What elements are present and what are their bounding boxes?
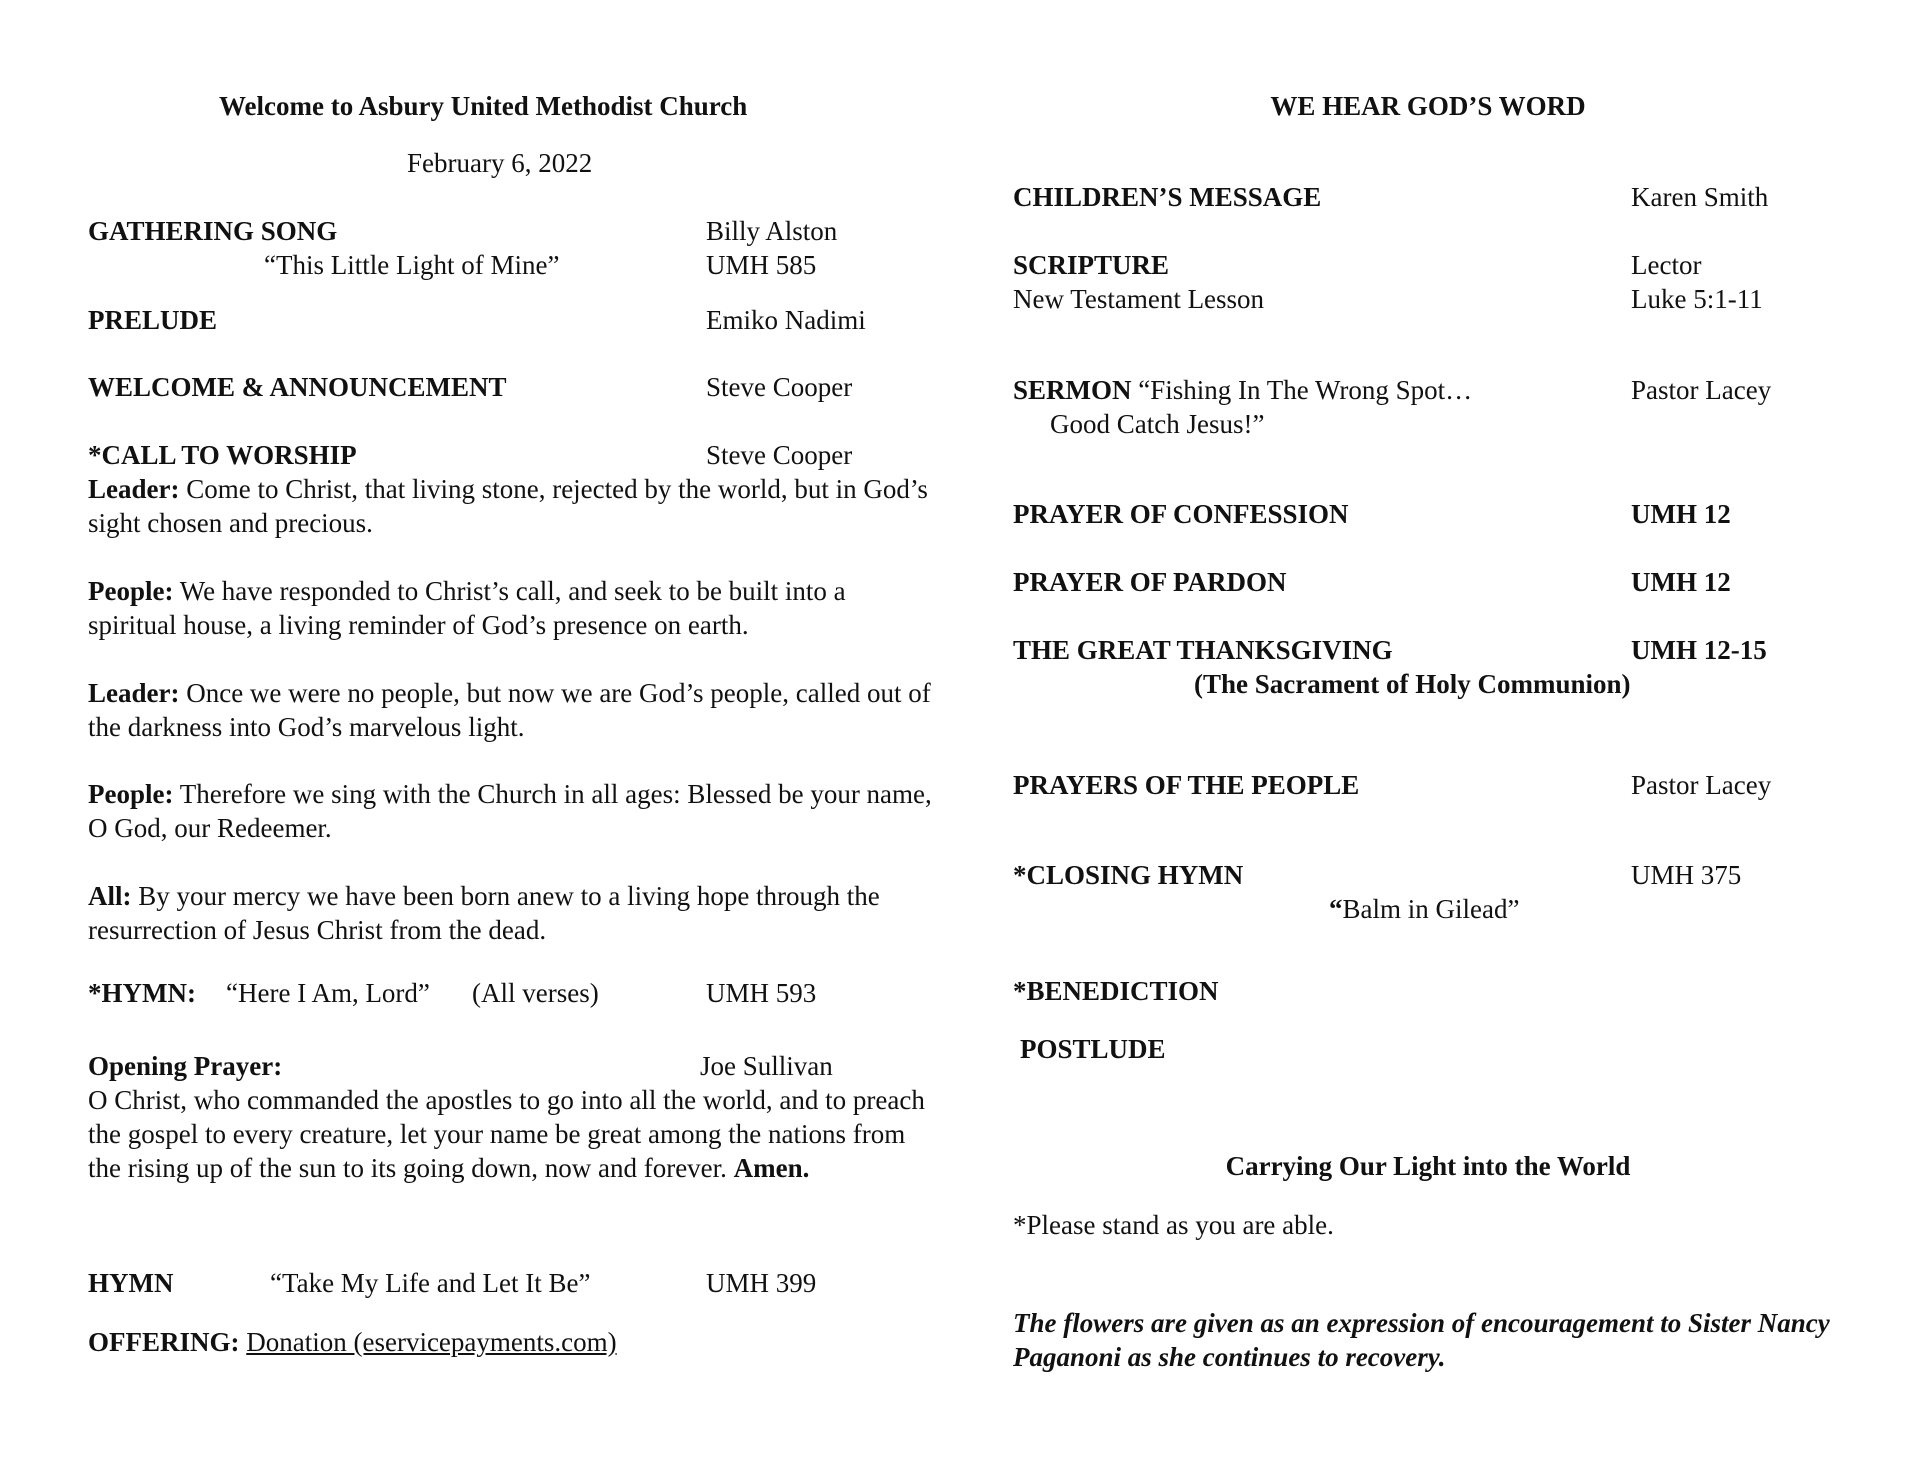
gathering-song-label: GATHERING SONG (88, 216, 338, 246)
hymn1-label: *HYMN: (88, 978, 196, 1008)
offering-line (88, 1325, 617, 1359)
opening-prayer-body: O Christ, who commanded the apostles to go into all the world, and to preach the gospel to every creature, let your name be great among the nations from the rising up of the sun to its going down, now and forever. (88, 1085, 925, 1183)
closing-open-quote: “ (1329, 894, 1343, 924)
section-title: WE HEAR GOD’S WORD (1270, 91, 1586, 121)
opening-prayer-label: Opening Prayer: (88, 1051, 283, 1081)
litany-text: Once we were no people, but now we are God’s people, called out of the darkness into God’s marvelous light. (88, 678, 931, 742)
scripture-label: SCRIPTURE (1013, 250, 1170, 280)
sermon-label: SERMON (1013, 375, 1132, 405)
offering-label: OFFERING: (88, 1327, 240, 1357)
donation-link[interactable]: Donation (eservicepayments.com) (246, 1327, 617, 1357)
litany-speaker: All: (88, 881, 132, 911)
opening-prayer-leader: Joe Sullivan (700, 1051, 833, 1081)
childrens-message-leader: Karen Smith (1631, 182, 1769, 212)
closing-hymn-number: UMH 375 (1631, 860, 1742, 890)
thanksgiving-number: UMH 12-15 (1631, 635, 1767, 665)
litany-text: We have responded to Christ’s call, and seek to be built into a spiritual house, a living reminder of God’s presence on earth. (88, 576, 846, 640)
prelude-leader: Emiko Nadimi (706, 305, 866, 335)
sermon-line (1013, 373, 1472, 407)
hymn2-title: “Take My Life and Let It Be” (270, 1268, 591, 1298)
opening-prayer-text (88, 1083, 938, 1185)
hymn1-title: “Here I Am, Lord” (226, 978, 430, 1008)
prelude-label: PRELUDE (88, 305, 218, 335)
flowers-note: The flowers are given as an expression of encouragement to Sister Nancy Paganoni as she continues to recovery. (1013, 1308, 1830, 1372)
gathering-song-number: UMH 585 (706, 250, 817, 280)
litany-text: Come to Christ, that living stone, rejected by the world, but in God’s sight chosen and precious. (88, 474, 928, 538)
scripture-reference: Luke 5:1-11 (1631, 284, 1763, 314)
benediction-label: *BENEDICTION (1013, 976, 1219, 1006)
litany-text: By your mercy we have been born anew to a living hope through the resurrection of Jesus Christ from the dead. (88, 881, 880, 945)
litany-line (88, 574, 938, 642)
scripture-leader: Lector (1631, 250, 1702, 280)
pardon-label: PRAYER OF PARDON (1013, 567, 1287, 597)
stand-note: *Please stand as you are able. (1013, 1210, 1334, 1240)
postlude-label: POSTLUDE (1020, 1034, 1166, 1064)
litany-speaker: People: (88, 779, 174, 809)
welcome-leader: Steve Cooper (706, 372, 853, 402)
church-title: Welcome to Asbury United Methodist Church (219, 91, 748, 121)
confession-label: PRAYER OF CONFESSION (1013, 499, 1349, 529)
sermon-title-2: Good Catch Jesus!” (1050, 409, 1265, 439)
scripture-lesson: New Testament Lesson (1013, 284, 1265, 314)
litany-speaker: Leader: (88, 678, 180, 708)
confession-number: UMH 12 (1631, 499, 1731, 529)
welcome-label: WELCOME & ANNOUNCEMENT (88, 372, 507, 402)
gathering-song-title: “This Little Light of Mine” (264, 250, 560, 280)
call-to-worship-leader: Steve Cooper (706, 440, 853, 470)
amen: Amen. (733, 1153, 810, 1183)
pardon-number: UMH 12 (1631, 567, 1731, 597)
litany-line (88, 879, 938, 947)
hymn1-note: (All verses) (472, 978, 599, 1008)
hymn2-number: UMH 399 (706, 1268, 817, 1298)
communion-note: (The Sacrament of Holy Communion) (1194, 669, 1631, 699)
prayers-people-leader: Pastor Lacey (1631, 770, 1772, 800)
litany-line (88, 777, 938, 845)
closing-hymn-title (1329, 892, 1519, 926)
litany-line (88, 676, 938, 744)
hymn2-label: HYMN (88, 1268, 174, 1298)
sermon-leader: Pastor Lacey (1631, 375, 1772, 405)
sermon-title: “Fishing In The Wrong Spot… (1131, 375, 1473, 405)
carrying-heading: Carrying Our Light into the World (1225, 1151, 1631, 1181)
hymn1-number: UMH 593 (706, 978, 817, 1008)
thanksgiving-label: THE GREAT THANKSGIVING (1013, 635, 1393, 665)
litany-speaker: People: (88, 576, 174, 606)
litany-line (88, 472, 938, 540)
call-to-worship-label: *CALL TO WORSHIP (88, 440, 357, 470)
prayers-people-label: PRAYERS OF THE PEOPLE (1013, 770, 1360, 800)
litany-text: Therefore we sing with the Church in all ages: Blessed be your name, O God, our Redeemer. (88, 779, 932, 843)
childrens-message-label: CHILDREN’S MESSAGE (1013, 182, 1322, 212)
gathering-song-leader: Billy Alston (706, 216, 838, 246)
service-date: February 6, 2022 (407, 148, 593, 178)
closing-hymn-label: *CLOSING HYMN (1013, 860, 1244, 890)
closing-song: Balm in Gilead” (1342, 894, 1520, 924)
litany-speaker: Leader: (88, 474, 180, 504)
